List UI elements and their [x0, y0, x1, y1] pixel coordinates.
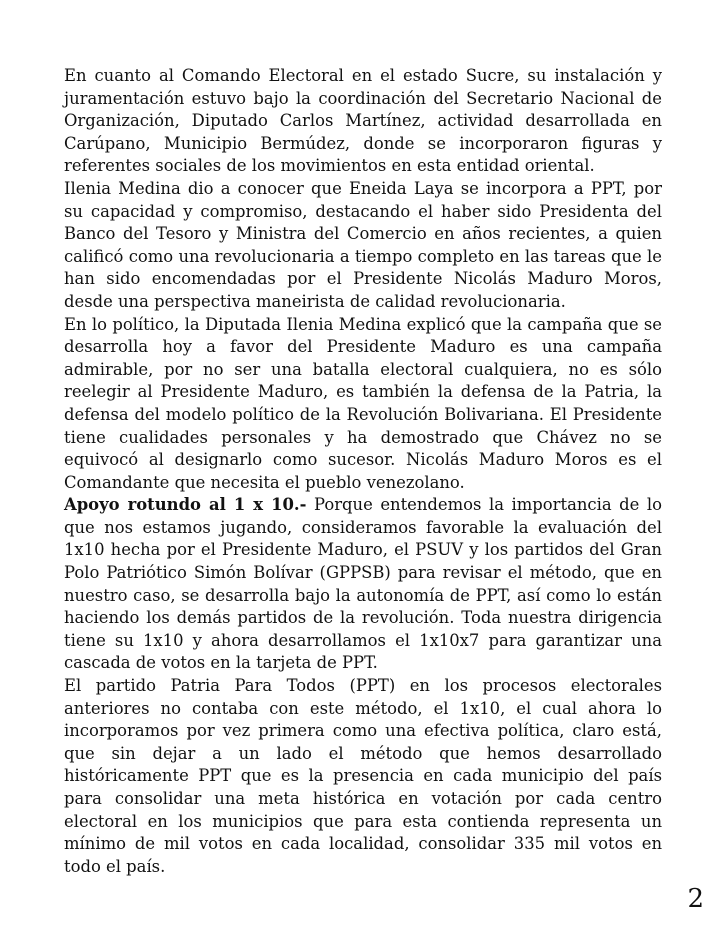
- body-text: [64, 65, 662, 878]
- paragraph-comando-electoral: En cuanto al Comando Electoral en el estado Sucre, su instalación y juramentación estuvo bajo la coordinación del Secretario Nacional de Organización, Diputado Carlos Martínez, actividad desarrollada en Carúpano, Municipio Bermúdez, donde se incorporaron figuras y referentes sociales de los movimientos en esta entidad oriental.: [64, 66, 662, 176]
- paragraph-eneida-laya: Ilenia Medina dio a conocer que Eneida Laya se incorpora a PPT, por su capacidad y compromiso, destacando el haber sido Presidenta del Banco del Tesoro y Ministra del Comercio en años recientes, a quien calificó como una revolucionaria a tiempo completo en las tareas que le han sido encomendadas por el Presidente Nicolás Maduro Moros, desde una perspectiva maneirista de calidad revolucionaria.: [64, 178, 662, 311]
- paragraph-apoyo-1x10: [64, 494, 662, 675]
- section-heading: Apoyo rotundo al 1 x 10.-: [64, 495, 307, 515]
- page-number: 2: [687, 884, 704, 914]
- paragraph-campana-politica: En lo político, la Diputada Ilenia Medina explicó que la campaña que se desarrolla hoy a favor del Presidente Maduro es una campaña admirable, por no ser una batalla electoral cualquiera, no es sólo reelegir al Presidente Maduro, es también la defensa de la Patria, la defensa del modelo político de la Revolución Bolivariana. El Presidente tiene cualidades personales y ha demostrado que Chávez no se equivocó al designarlo como sucesor. Nicolás Maduro Moros es el Comandante que necesita el pueblo venezolano.: [64, 314, 662, 492]
- paragraph-ppt-metodo: El partido Patria Para Todos (PPT) en los procesos electorales anteriores no contaba con este método, el 1x10, el cual ahora lo incorporamos por vez primera como una efectiva política, claro está, que sin dejar a un lado el método que hemos desarrollado históricamente PPT que es la presencia en cada municipio del país para consolidar una meta histórica en votación por cada centro electoral en los municipios que para esta contienda representa un mínimo de mil votos en cada localidad, consolidar 335 mil votos en todo el país.: [64, 676, 662, 876]
- section-body: Porque entendemos la importancia de lo que nos estamos jugando, consideramos favorable la evaluación del 1x10 hecha por el Presidente Maduro, el PSUV y los partidos del Gran Polo Patriótico Simón Bolívar (GPPSB) para revisar el método, que en nuestro caso, se desarrolla bajo la autonomía de PPT, así como lo están haciendo los demás partidos de la revolución. Toda nuestra dirigencia tiene su 1x10 y ahora desarrollamos el 1x10x7 para garantizar una cascada de votos en la tarjeta de PPT.: [64, 495, 662, 673]
